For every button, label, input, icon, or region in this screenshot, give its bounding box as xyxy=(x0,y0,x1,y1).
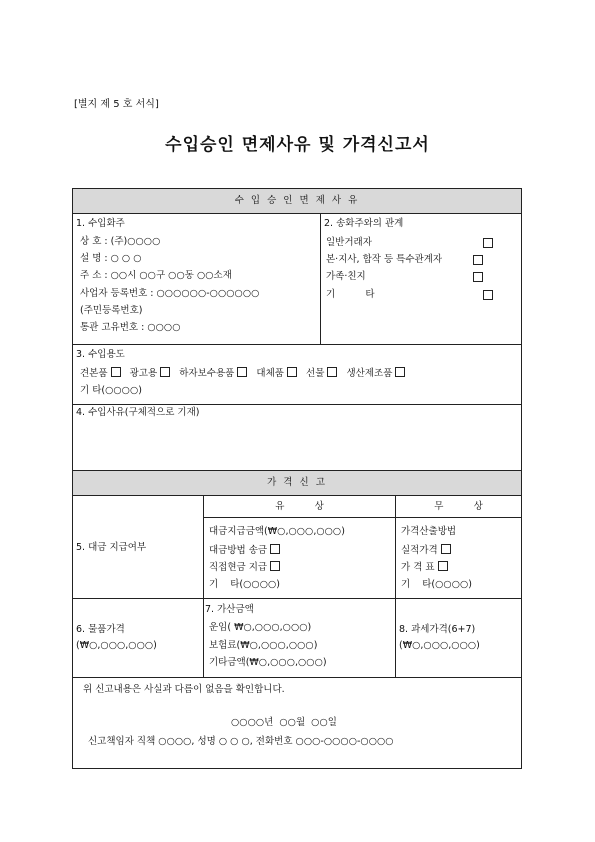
usage-other-label: 기 타(○○○○) xyxy=(80,385,142,396)
reason-heading: 4. 수입사유(구체적으로 기재) xyxy=(76,407,200,418)
usage-options xyxy=(80,367,405,380)
taxable-value-label: 8. 과세가격(6+7) xyxy=(399,624,476,635)
paid-remit xyxy=(209,544,280,557)
usage-gift-checkbox[interactable] xyxy=(327,367,337,377)
usage-gift-label: 선물 xyxy=(306,368,325,379)
relation-general-label: 일반거래자 xyxy=(326,237,372,248)
added-freight: 운임( ₩○,○○○,○○○) xyxy=(209,622,312,633)
declaration-form xyxy=(72,188,522,769)
goods-price-label: 6. 물품가격 xyxy=(76,624,125,635)
paid-remit-label: 대금방법 송금 xyxy=(209,545,268,556)
relation-family-checkbox[interactable] xyxy=(473,272,483,282)
paid-amount: 대금지급금액(₩○,○○○,○○○) xyxy=(209,526,345,537)
declaration-statement: 위 신고내용은 사실과 다름이 없음을 확인합니다. xyxy=(83,684,285,695)
free-actual-label: 실적가격 xyxy=(401,545,438,556)
relation-heading: 2. 송화주와의 관계 xyxy=(324,218,404,229)
importer-customs-code: 통관 고유번호 : ○○○○ xyxy=(80,322,181,333)
usage-production-label: 생산제조품 xyxy=(346,368,393,379)
paid-cash-label: 직접현금 지급 xyxy=(209,562,268,573)
free-header: 무 상 xyxy=(434,501,483,512)
paid-cash-checkbox[interactable] xyxy=(270,561,280,571)
document-title: 수입승인 면제사유 및 가격신고서 xyxy=(165,135,430,155)
relation-general-checkbox[interactable] xyxy=(483,238,493,248)
free-method: 가격산출방법 xyxy=(401,526,457,537)
importer-bizno: 사업자 등록번호 : ○○○○○○-○○○○○○ xyxy=(80,288,260,299)
added-amount-label: 7. 가산금액 xyxy=(205,604,254,615)
free-pricelist-checkbox[interactable] xyxy=(438,561,448,571)
added-insurance: 보험료(₩○,○○○,○○○) xyxy=(209,640,318,651)
usage-repair-label: 하자보수용품 xyxy=(179,368,235,379)
importer-regno: (주민등록번호) xyxy=(80,305,143,316)
paid-other: 기 타(○○○○) xyxy=(209,579,281,590)
goods-price-value: (₩○,○○○,○○○) xyxy=(76,640,157,651)
usage-sample-label: 견본품 xyxy=(80,368,108,379)
importer-name: 상 호 : (주)○○○○ xyxy=(80,236,161,247)
usage-sample-checkbox[interactable] xyxy=(111,367,121,377)
usage-other xyxy=(80,385,142,397)
paid-cash xyxy=(209,561,280,574)
relation-family-label: 가족·친지 xyxy=(326,271,366,282)
usage-replacement-label: 대체품 xyxy=(256,368,284,379)
price-header: 가 격 신 고 xyxy=(267,477,327,488)
taxable-value: (₩○,○○○,○○○) xyxy=(399,640,480,651)
relation-other-checkbox[interactable] xyxy=(483,290,493,300)
free-actual xyxy=(401,544,451,557)
added-other: 기타금액(₩○,○○○,○○○) xyxy=(209,657,327,668)
declaration-signer: 신고책임자 직책 ○○○○, 성명 ○ ○ ○, 전화번호 ○○○-○○○○-○○○○ xyxy=(88,736,394,747)
paid-remit-checkbox[interactable] xyxy=(270,544,280,554)
importer-heading: 1. 수입화주 xyxy=(76,218,125,229)
relation-special-label: 본·지사, 합작 등 특수관계자 xyxy=(326,254,443,265)
paid-header: 유 상 xyxy=(275,501,324,512)
declaration-date: ○○○○년 ○○월 ○○일 xyxy=(231,717,337,728)
importer-rep: 설 명 : ○ ○ ○ xyxy=(80,253,142,264)
relation-other-label: 기 타 xyxy=(326,289,375,300)
usage-repair-checkbox[interactable] xyxy=(237,367,247,377)
free-pricelist-label: 가 격 표 xyxy=(401,562,435,573)
free-actual-checkbox[interactable] xyxy=(441,544,451,554)
free-other: 기 타(○○○○) xyxy=(401,579,473,590)
free-pricelist xyxy=(401,561,448,574)
form-number-label: [별지 제 5 호 서식] xyxy=(74,99,159,110)
usage-ad-label: 광고용 xyxy=(129,368,158,379)
usage-heading: 3. 수입용도 xyxy=(76,349,125,360)
payment-label: 5. 대금 지급여부 xyxy=(76,542,147,553)
usage-replacement-checkbox[interactable] xyxy=(287,367,297,377)
usage-production-checkbox[interactable] xyxy=(395,367,405,377)
exemption-header: 수 입 승 인 면 제 사 유 xyxy=(234,195,360,206)
usage-ad-checkbox[interactable] xyxy=(160,367,170,377)
importer-address: 주 소 : ○○시 ○○구 ○○동 ○○소재 xyxy=(80,270,232,281)
relation-special-checkbox[interactable] xyxy=(473,255,483,265)
